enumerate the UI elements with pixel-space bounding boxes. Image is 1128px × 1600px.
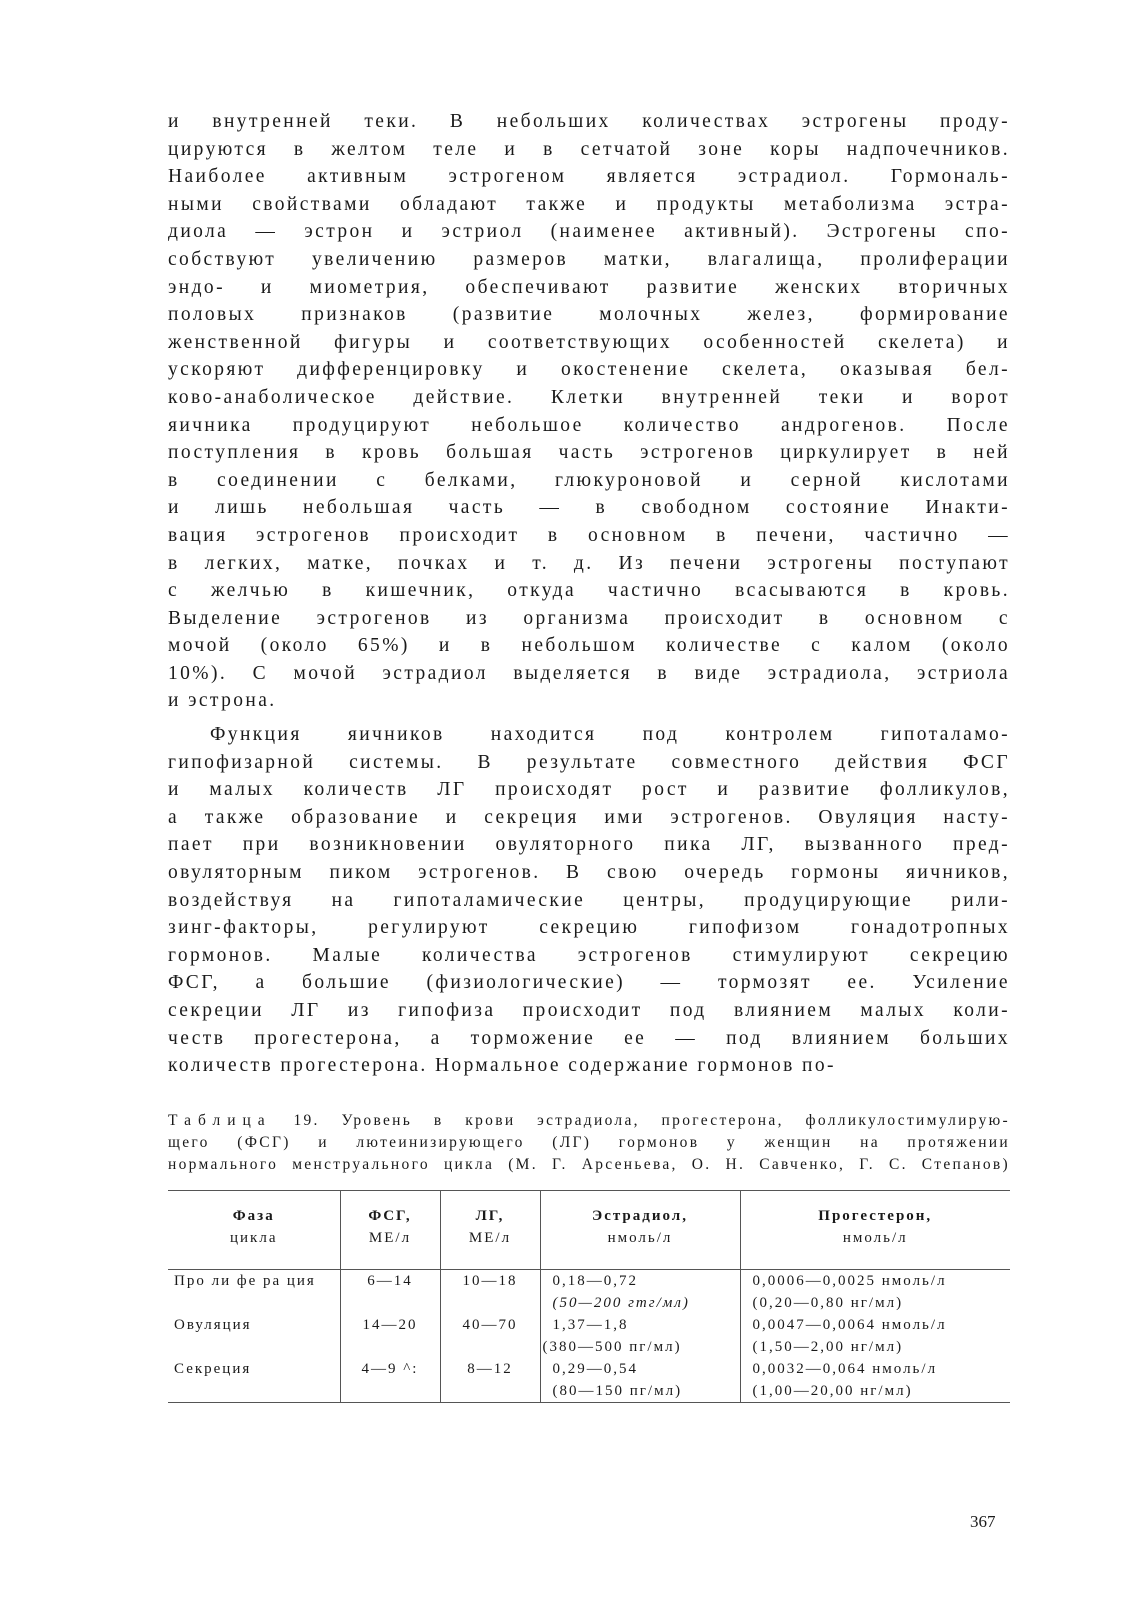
text-line: вация эстрогенов происходит в основном в печени, частично — — [168, 524, 1010, 546]
cell-estradiol: 0,29—0,54 (80—150 пг/мл) — [540, 1358, 740, 1403]
text-line: ФСГ, а большие (физиологические) — тормозят ее. Усиление — [168, 972, 1010, 994]
text-line: и малых количеств ЛГ происходят рост и развитие фолликулов, — [168, 779, 1010, 801]
text-line: Функция яичников находится под контролем гипоталамо- — [210, 724, 1010, 746]
text-line: и эстрона. — [168, 690, 277, 712]
text-line: воздействуя на гипоталамические центры, продуцирующие рили- — [168, 889, 1010, 911]
text-line: эндо- и миометрия, обеспечивают развитие женских вторичных — [168, 276, 1010, 298]
text-line: половых признаков (развитие молочных желез, формирование — [168, 304, 1010, 326]
table-caption-label: Таблица — [168, 1111, 272, 1129]
text-line: диола — эстрон и эстриол (наименее активный). Эстрогены спо- — [168, 221, 1010, 243]
body-paragraph-1 — [168, 108, 1010, 715]
text-line: и внутренней теки. В небольших количествах эстрогены проду- — [168, 111, 1010, 132]
text-line: Выделение эстрогенов из организма происходит в основном с — [168, 607, 1010, 629]
table-caption-line: щего (ФСГ) и лютеинизирующего (ЛГ) гормонов у женщин на протяжении — [168, 1133, 1010, 1151]
cell-lh: 10—18 — [440, 1269, 540, 1314]
table-row — [168, 1358, 1010, 1403]
cell-fsh: 6—14 — [340, 1269, 440, 1314]
cell-lh: 8—12 — [440, 1358, 540, 1403]
text-line: ными свойствами обладают также и продукты метаболизма эстра- — [168, 193, 1010, 215]
cell-progesterone: 0,0047—0,0064 нмоль/л (1,50—2,00 нг/мл) — [740, 1314, 1010, 1358]
text-line: женственной фигуры и соответствующих особенностей скелета) и — [168, 331, 1010, 353]
cell-fsh: 4—9 ^: — [340, 1358, 440, 1403]
text-line: собствуют увеличению размеров матки, влагалища, пролиферации — [168, 248, 1010, 270]
text-line: количеств прогестерона. Нормальное содержание гормонов по- — [168, 1055, 836, 1077]
text-line: зинг-факторы, регулируют секрецию гипофизом гонадотропных — [168, 917, 1010, 939]
text-line: гипофизарной системы. В результате совместного действия ФСГ — [168, 751, 1010, 773]
header-progesterone: Прогестерон, нмоль/л — [740, 1190, 1010, 1269]
table-caption-line: 19. Уровень в крови эстрадиола, прогестерона, фолликулостимулирую- — [293, 1111, 1010, 1129]
text-line: яичника продуцируют небольшое количество андрогенов. После — [168, 414, 1010, 436]
cell-progesterone: 0,0006—0,0025 нмоль/л (0,20—0,80 нг/мл) — [740, 1269, 1010, 1314]
cell-lh: 40—70 — [440, 1314, 540, 1358]
text-line: ускоряют дифференцировку и окостенение скелета, оказывая бел- — [168, 359, 1010, 381]
text-line: секреции ЛГ из гипофиза происходит под влиянием малых коли- — [168, 1000, 1010, 1021]
text-line: мочой (около 65%) и в небольшом количестве с калом (около — [168, 635, 1010, 657]
table-row — [168, 1314, 1010, 1358]
text-line: цируются в желтом теле и в сетчатой зоне коры надпочечников. — [168, 138, 1010, 160]
text-line: с желчью в кишечник, откуда частично всасываются в кровь. — [168, 580, 1010, 602]
text-line: и лишь небольшая часть — в свободном состояние Инакти- — [168, 497, 1010, 519]
table-caption — [168, 1110, 1010, 1176]
table-header-row — [168, 1190, 1010, 1269]
text-line: в соединении с белками, глюкуроновой и серной кислотами — [168, 469, 1010, 491]
header-phase: Фаза цикла — [168, 1190, 340, 1269]
table-row — [168, 1269, 1010, 1314]
cell-phase: Про ли фе ра ция — [168, 1269, 340, 1314]
page-content — [168, 108, 1010, 1403]
cell-phase: Секреция — [168, 1358, 340, 1403]
cell-phase: Овуляция — [168, 1314, 340, 1358]
header-lh: ЛГ, МЕ/л — [440, 1190, 540, 1269]
text-line: гормонов. Малые количества эстрогенов стимулируют секрецию — [168, 944, 1010, 966]
header-fsh: ФСГ, МЕ/л — [340, 1190, 440, 1269]
header-estradiol: Эстрадиол, нмоль/л — [540, 1190, 740, 1269]
text-line: честв прогестерона, а торможение ее — под влиянием больших — [168, 1027, 1010, 1049]
text-line: овуляторным пиком эстрогенов. В свою очередь гормоны яичников, — [168, 862, 1010, 884]
text-line: ково-анаболическое действие. Клетки внутренней теки и ворот — [168, 386, 1010, 408]
text-line: а также образование и секреция ими эстрогенов. Овуляция насту- — [168, 806, 1010, 828]
cell-estradiol: 1,37—1,8 (380—500 пг/мл) — [540, 1314, 740, 1358]
text-line: 10%). С мочой эстрадиол выделяется в виде эстрадиола, эстриола — [168, 662, 1010, 684]
body-paragraph-2 — [168, 721, 1010, 1080]
text-line: поступления в кровь большая часть эстрогенов циркулирует в ней — [168, 442, 1010, 464]
hormone-level-table — [168, 1190, 1010, 1403]
cell-fsh: 14—20 — [340, 1314, 440, 1358]
text-line: Наиболее активным эстрогеном является эстрадиол. Гормональ- — [168, 166, 1010, 188]
cell-estradiol: 0,18—0,72 (50—200 гтг/мл) — [540, 1269, 740, 1314]
text-line: пает при возникновении овуляторного пика ЛГ, вызванного пред- — [168, 834, 1010, 856]
page-number: 367 — [970, 1512, 996, 1531]
table-caption-line: нормального менструального цикла (М. Г. Арсеньева, О. Н. Савченко, Г. С. Степанов) — [168, 1155, 1010, 1173]
cell-progesterone: 0,0032—0,064 нмоль/л (1,00—20,00 нг/мл) — [740, 1358, 1010, 1403]
text-line: в легких, матке, почках и т. д. Из печени эстрогены поступают — [168, 552, 1010, 574]
